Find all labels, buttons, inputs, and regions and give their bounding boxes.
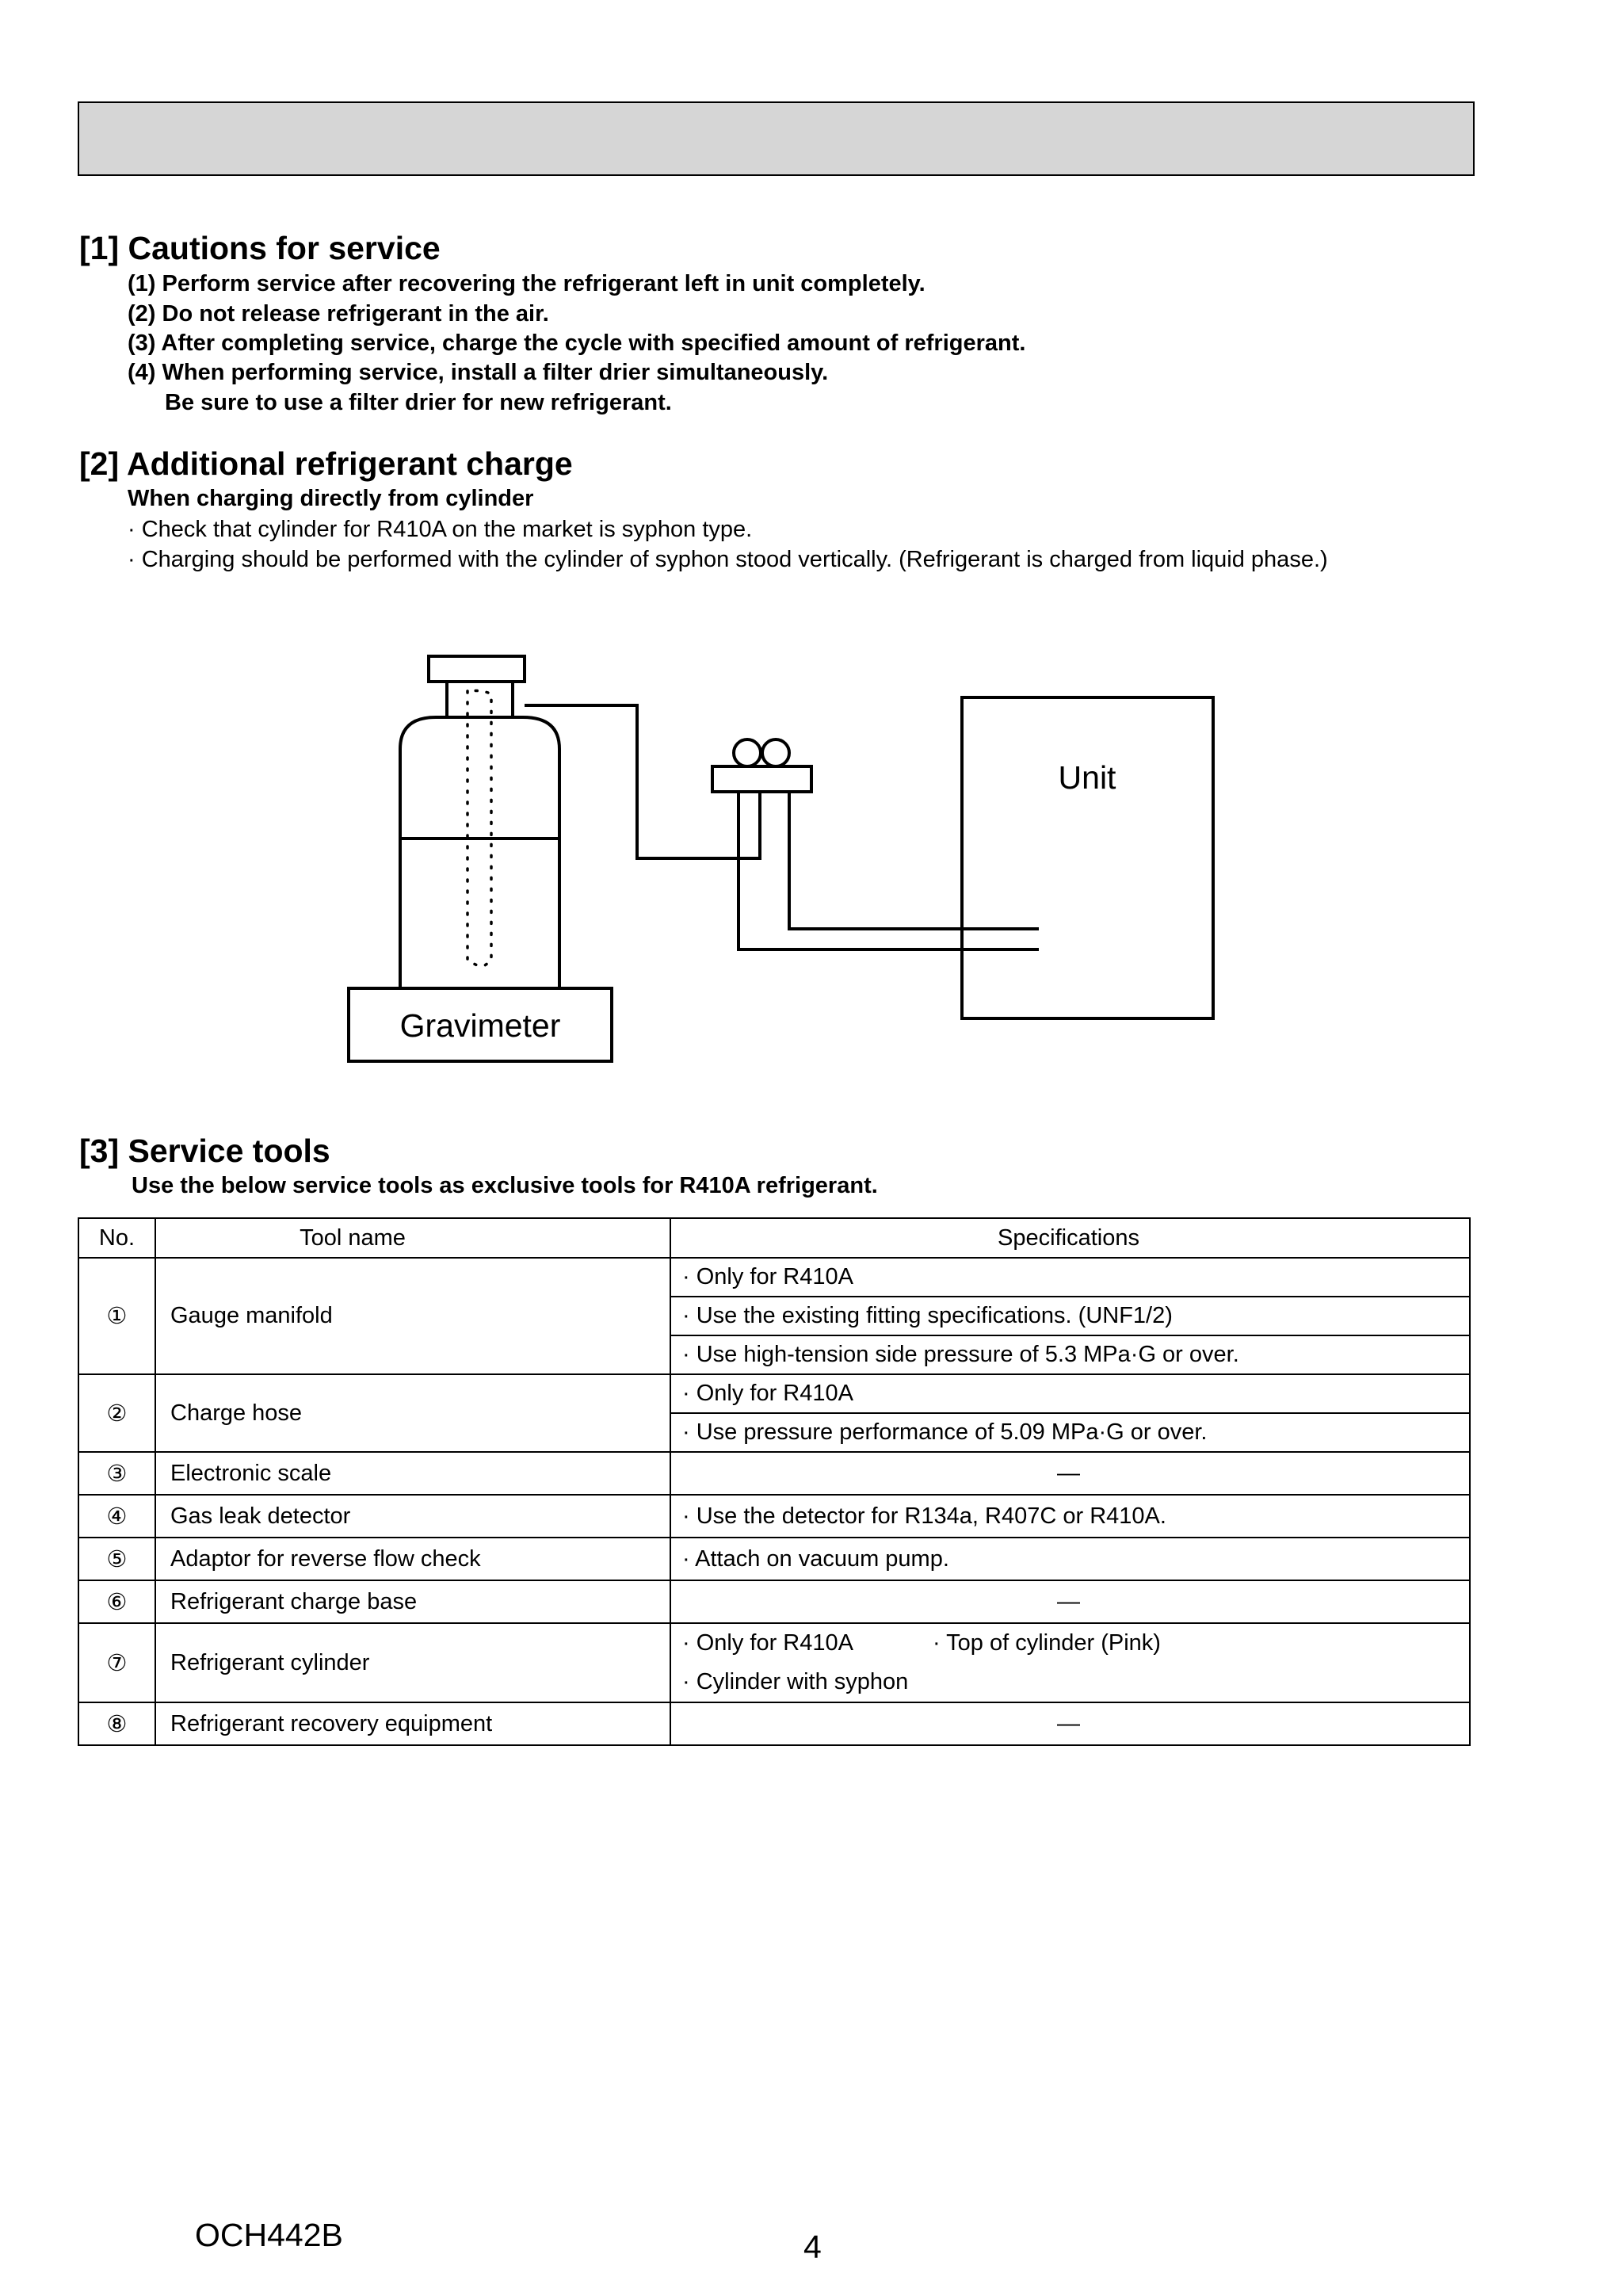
row-number: ⑤	[78, 1538, 155, 1580]
section-title-cautions: [1] Cautions for service	[79, 230, 441, 266]
cylinder-neck	[447, 682, 513, 717]
caution-item-4: (4) When performing service, install a filter drier simultaneously.	[128, 360, 829, 385]
row-number: ③	[78, 1452, 155, 1495]
header-tool-name: Tool name	[155, 1218, 670, 1258]
caution-item-1: (1) Perform service after recovering the refrigerant left in unit completely.	[128, 271, 925, 296]
charge-bullet-2: · Charging should be performed with the cylinder of syphon stood vertically. (Refrigerant is charged from liquid phase.)	[128, 547, 1328, 572]
charge-subtitle: When charging directly from cylinder	[128, 486, 534, 511]
tool-name: Electronic scale	[155, 1452, 670, 1495]
cylinder-cap	[429, 656, 525, 682]
tool-name: Charge hose	[155, 1374, 670, 1452]
spec-text: —	[670, 1580, 1470, 1623]
tool-name: Refrigerant charge base	[155, 1580, 670, 1623]
spec-text: · Attach on vacuum pump.	[670, 1538, 1470, 1580]
row-number: ②	[78, 1374, 155, 1452]
page-number: 4	[803, 2229, 822, 2265]
tools-subtitle: Use the below service tools as exclusive tools for R410A refrigerant.	[132, 1173, 878, 1198]
row-number: ⑥	[78, 1580, 155, 1623]
tool-name: Refrigerant cylinder	[155, 1623, 670, 1702]
unit-label: Unit	[1058, 759, 1116, 796]
gauge-dial-left-icon	[734, 739, 761, 766]
table-row	[78, 1580, 1470, 1623]
table-row	[78, 1702, 1470, 1745]
spec-text: · Only for R410A	[682, 1630, 853, 1656]
row-number: ④	[78, 1495, 155, 1538]
charge-hose-to-unit-lower	[738, 792, 1039, 949]
caution-item-3: (3) After completing service, charge the cycle with specified amount of refrigerant.	[128, 330, 1026, 356]
spec-text: · Use high-tension side pressure of 5.3 MPa·G or over.	[670, 1335, 1470, 1374]
header-bar	[78, 101, 1475, 176]
spec-text: · Use the detector for R134a, R407C or R410A.	[670, 1495, 1470, 1538]
section-title-additional-charge: [2] Additional refrigerant charge	[79, 445, 573, 482]
service-tools-table	[78, 1217, 1471, 1746]
charge-bullet-1: · Check that cylinder for R410A on the market is syphon type.	[128, 517, 753, 542]
charge-hose-to-unit-upper	[789, 792, 1039, 929]
table-row	[78, 1495, 1470, 1538]
table-header-row	[78, 1218, 1470, 1258]
tool-name: Refrigerant recovery equipment	[155, 1702, 670, 1745]
spec-cell	[670, 1623, 1470, 1702]
tool-name: Adaptor for reverse flow check	[155, 1538, 670, 1580]
spec-text: · Top of cylinder (Pink)	[932, 1630, 1161, 1656]
gravimeter-label: Gravimeter	[399, 1007, 561, 1044]
spec-text: —	[670, 1702, 1470, 1745]
header-no: No.	[78, 1218, 155, 1258]
spec-text: · Cylinder with syphon	[682, 1669, 909, 1694]
refrigerant-cylinder	[400, 717, 559, 987]
spec-text: · Use pressure performance of 5.09 MPa·G or over.	[670, 1413, 1470, 1452]
tool-name: Gauge manifold	[155, 1258, 670, 1374]
row-number: ⑧	[78, 1702, 155, 1745]
syphon-tube	[468, 691, 491, 966]
caution-item-4-continued: Be sure to use a filter drier for new refrigerant.	[165, 390, 672, 415]
table-row	[78, 1538, 1470, 1580]
gauge-manifold-body	[712, 766, 811, 792]
caution-item-2: (2) Do not release refrigerant in the air.	[128, 301, 549, 327]
table-row	[78, 1452, 1470, 1495]
row-number: ①	[78, 1258, 155, 1374]
table-row	[78, 1374, 1470, 1413]
document-code: OCH442B	[195, 2217, 343, 2253]
row-number: ⑦	[78, 1623, 155, 1702]
section-title-service-tools: [3] Service tools	[79, 1133, 330, 1169]
spec-text: · Only for R410A	[670, 1374, 1470, 1413]
header-specifications: Specifications	[670, 1218, 1470, 1258]
table-row	[78, 1258, 1470, 1297]
spec-text: —	[670, 1452, 1470, 1495]
gravimeter-box	[349, 988, 612, 1061]
unit-box	[962, 697, 1213, 1018]
table-row	[78, 1623, 1470, 1702]
spec-text: · Use the existing fitting specifications. (UNF1/2)	[670, 1297, 1470, 1335]
spec-text: · Only for R410A	[670, 1258, 1470, 1297]
charge-hose-cylinder	[525, 705, 760, 858]
tool-name: Gas leak detector	[155, 1495, 670, 1538]
gauge-dial-right-icon	[762, 739, 789, 766]
